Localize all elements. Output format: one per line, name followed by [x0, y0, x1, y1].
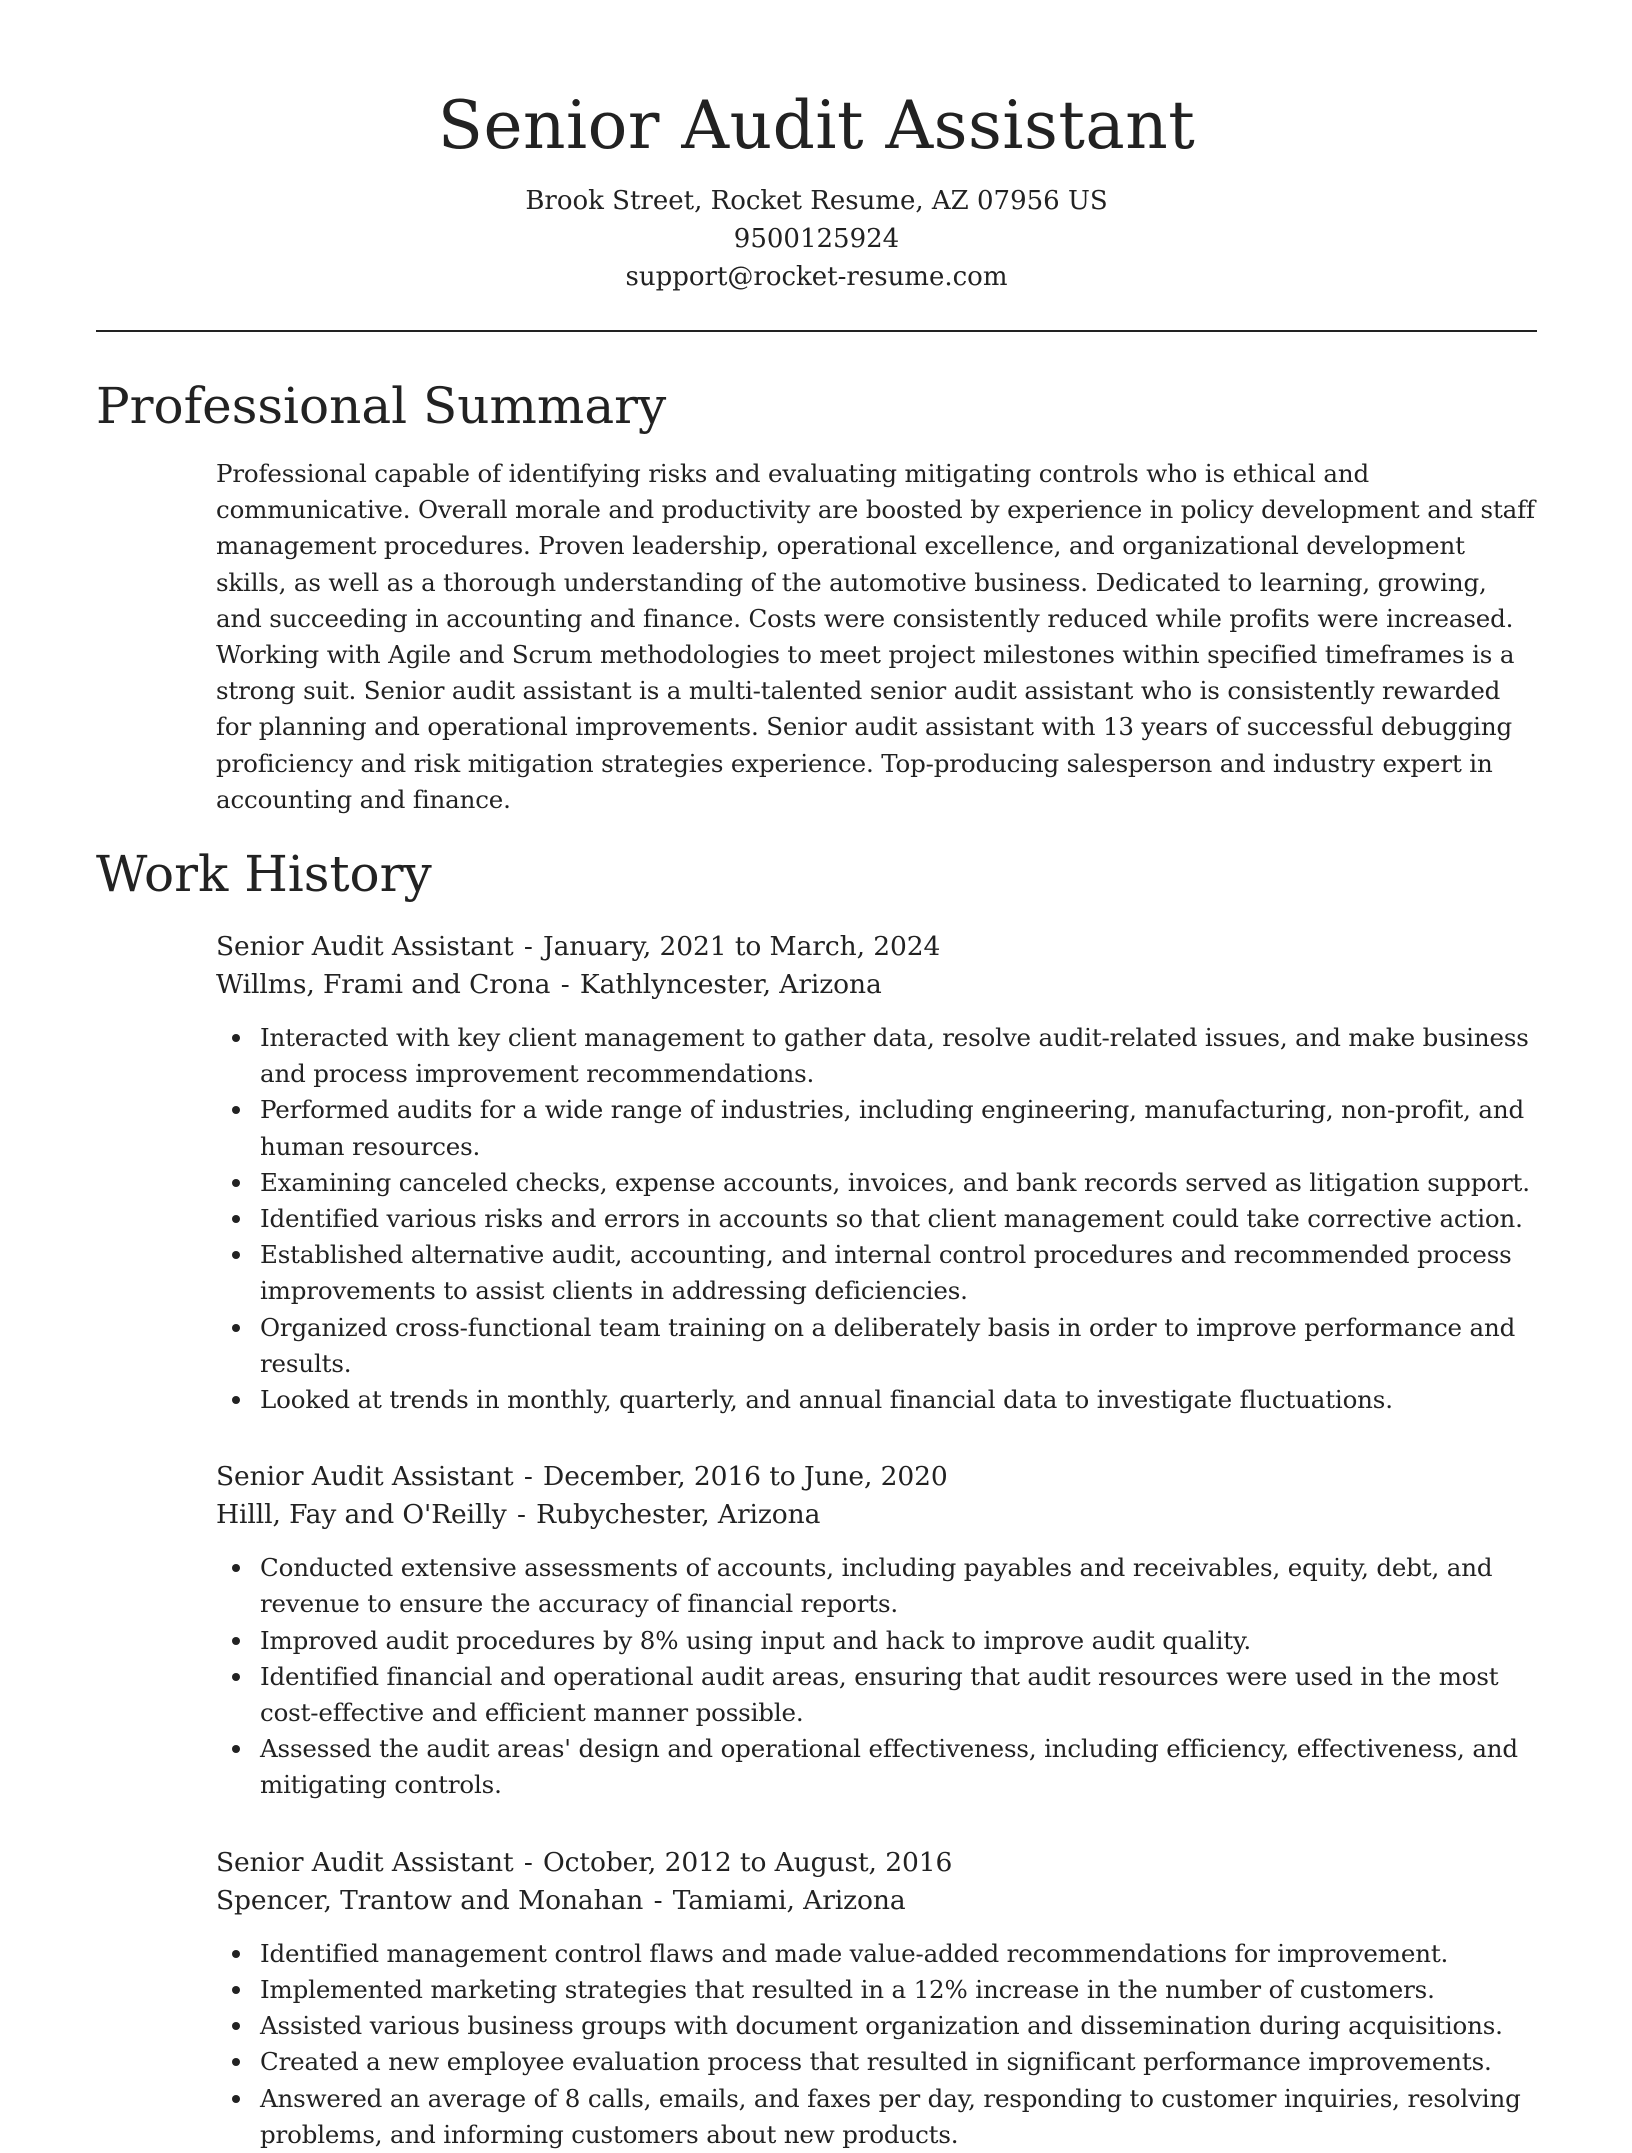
bullet-item: Conducted extensive assessments of accounts, including payables and receivables, equity, debt, and revenue to ensure the accuracy of financial reports.: [260, 1550, 1537, 1622]
job-company-line: [216, 1496, 1537, 1534]
work-history-section: [216, 928, 1537, 2153]
contact-info: [96, 182, 1537, 296]
bullet-item: Identified financial and operational audit areas, ensuring that audit resources were used in the most cost-effective and efficient manner possible.: [260, 1659, 1537, 1731]
separator: -: [653, 1884, 663, 1916]
contact-phone: 9500125924: [733, 224, 900, 254]
job-company: Willms, Frami and Crona: [216, 969, 551, 1001]
job-title-line: [216, 1844, 1537, 1882]
bullet-item: Looked at trends in monthly, quarterly, and annual financial data to investigate fluctuations.: [260, 1382, 1537, 1418]
contact-email: support@rocket-resume.com: [625, 262, 1008, 292]
job-entry: [216, 1458, 1537, 1803]
summary-section: [216, 456, 1537, 818]
bullet-item: Assessed the audit areas' design and operational effectiveness, including efficiency, effectiveness, and mitigating controls.: [260, 1731, 1537, 1803]
bullet-item: Examining canceled checks, expense accounts, invoices, and bank records served as litigation support.: [260, 1165, 1537, 1201]
job-company: Spencer, Trantow and Monahan: [216, 1884, 644, 1916]
job-role: Senior Audit Assistant: [216, 931, 514, 963]
job-entry: [216, 928, 1537, 1418]
summary-heading: Professional Summary: [96, 377, 667, 435]
job-company: Hilll, Fay and O'Reilly: [216, 1499, 507, 1531]
separator: -: [523, 1846, 533, 1878]
job-company-line: [216, 966, 1537, 1004]
bullet-item: Answered an average of 8 calls, emails, and faxes per day, responding to customer inquiries, resolving problems, and informing customers about new products.: [260, 2081, 1537, 2153]
contact-address: Brook Street, Rocket Resume, AZ 07956 US: [525, 186, 1108, 216]
work-history-heading: Work History: [96, 845, 432, 904]
resume-name: Senior Audit Assistant: [437, 87, 1196, 164]
separator: -: [516, 1499, 526, 1531]
job-bullets: [216, 1936, 1537, 2153]
job-dates: October, 2012 to August, 2016: [543, 1846, 953, 1878]
job-location: Rubychester, Arizona: [536, 1499, 821, 1531]
job-entry: [216, 1844, 1537, 2153]
bullet-item: Organized cross-functional team training on a deliberately basis in order to improve performance and results.: [260, 1310, 1537, 1382]
job-title-line: [216, 928, 1537, 966]
bullet-item: Performed audits for a wide range of industries, including engineering, manufacturing, non-profit, and human resources.: [260, 1092, 1537, 1164]
summary-text: Professional capable of identifying risks and evaluating mitigating controls who is ethical and communicative. Overall morale and productivity are boosted by experience in policy development and staff management procedures. Proven leadership, operational excellence, and organizational development skills, as well as a thorough understanding of the automotive business. Dedicated to learning, growing, and succeeding in accounting and finance. Costs were consistently reduced while profits were increased. Working with Agile and Scrum methodologies to meet project milestones within specified timeframes is a strong suit. Senior audit assistant is a multi-talented senior audit assistant who is consistently rewarded for planning and operational improvements. Senior audit assistant with 13 years of successful debugging proficiency and risk mitigation strategies experience. Top-producing salesperson and industry expert in accounting and finance.: [216, 459, 1535, 814]
job-bullets: [216, 1550, 1537, 1803]
bullet-item: Created a new employee evaluation process that resulted in significant performance improvements.: [260, 2044, 1537, 2080]
separator: -: [560, 969, 570, 1001]
job-role: Senior Audit Assistant: [216, 1846, 514, 1878]
job-role: Senior Audit Assistant: [216, 1461, 514, 1493]
header-divider: [96, 330, 1537, 332]
bullet-item: Identified various risks and errors in accounts so that client management could take corrective action.: [260, 1201, 1537, 1237]
bullet-item: Improved audit procedures by 8% using input and hack to improve audit quality.: [260, 1623, 1537, 1659]
bullet-item: Established alternative audit, accounting, and internal control procedures and recommended process improvements to assist clients in addressing deficiencies.: [260, 1237, 1537, 1309]
job-title-line: [216, 1458, 1537, 1496]
job-dates: December, 2016 to June, 2020: [543, 1461, 948, 1493]
bullet-item: Implemented marketing strategies that resulted in a 12% increase in the number of customers.: [260, 1972, 1537, 2008]
separator: -: [523, 1461, 533, 1493]
bullet-item: Interacted with key client management to gather data, resolve audit-related issues, and make business and process improvement recommendations.: [260, 1020, 1537, 1092]
resume-header: [96, 0, 1537, 296]
separator: -: [523, 931, 533, 963]
resume-page: [96, 0, 1537, 2153]
job-company-line: [216, 1882, 1537, 1920]
job-location: Tamiami, Arizona: [672, 1884, 906, 1916]
bullet-item: Identified management control flaws and made value-added recommendations for improvement.: [260, 1936, 1537, 1972]
job-location: Kathlyncester, Arizona: [579, 969, 882, 1001]
job-dates: January, 2021 to March, 2024: [543, 931, 941, 963]
bullet-item: Assisted various business groups with document organization and dissemination during acquisitions.: [260, 2008, 1537, 2044]
job-bullets: [216, 1020, 1537, 1418]
